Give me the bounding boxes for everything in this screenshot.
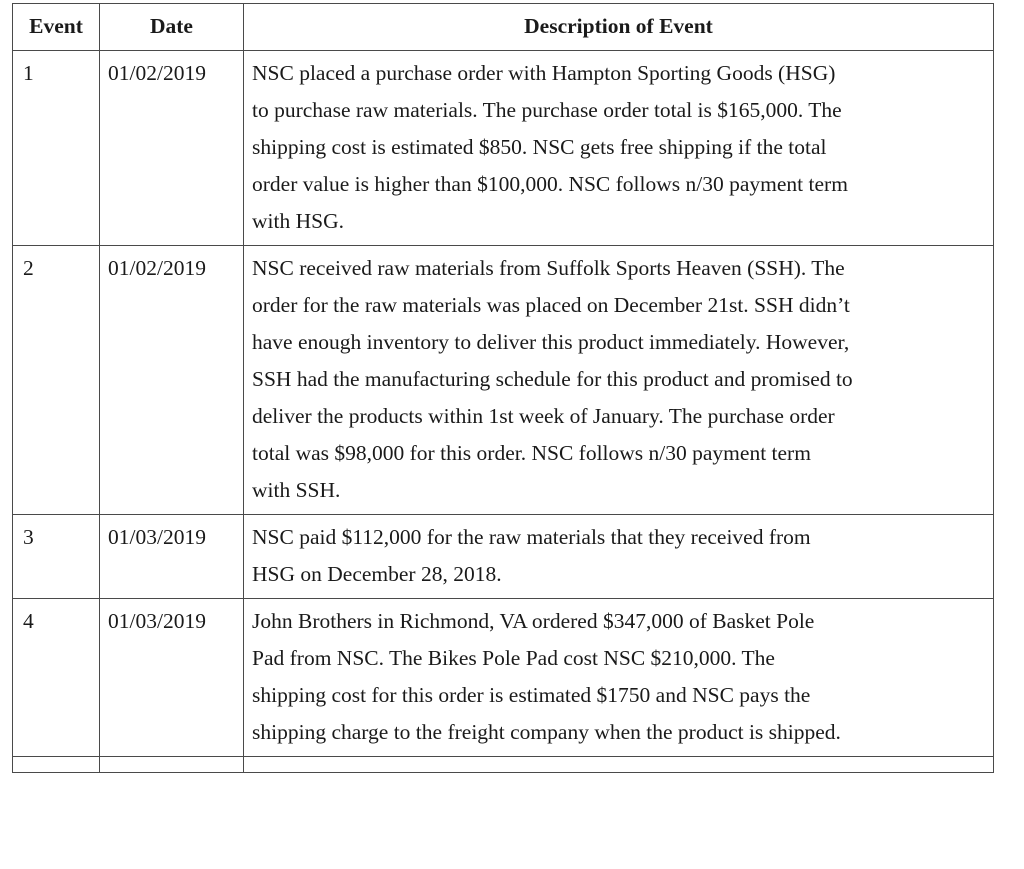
document-page — [12, 3, 993, 773]
cutoff-cell — [13, 757, 100, 773]
event-number: 4 — [13, 599, 100, 757]
cutoff-cell — [244, 757, 994, 773]
description-line: order for the raw materials was placed on December 21st. SSH didn’t — [252, 293, 850, 317]
event-number: 3 — [13, 515, 100, 599]
description-line: SSH had the manufacturing schedule for this product and promised to — [252, 367, 853, 391]
description-line: with SSH. — [252, 478, 341, 502]
event-description — [244, 51, 994, 246]
table-header-row — [13, 4, 994, 51]
description-line: HSG on December 28, 2018. — [252, 562, 502, 586]
description-line: to purchase raw materials. The purchase order total is $165,000. The — [252, 98, 842, 122]
description-line: NSC received raw materials from Suffolk Sports Heaven (SSH). The — [252, 256, 845, 280]
table-row — [13, 51, 994, 246]
event-date: 01/02/2019 — [100, 246, 244, 515]
description-line: total was $98,000 for this order. NSC follows n/30 payment term — [252, 441, 811, 465]
event-description — [244, 599, 994, 757]
event-date: 01/02/2019 — [100, 51, 244, 246]
column-header-description: Description of Event — [244, 4, 994, 51]
event-description — [244, 515, 994, 599]
description-line: have enough inventory to deliver this product immediately. However, — [252, 330, 850, 354]
column-header-event: Event — [13, 4, 100, 51]
description-line: deliver the products within 1st week of January. The purchase order — [252, 404, 835, 428]
table-row — [13, 246, 994, 515]
table-row — [13, 599, 994, 757]
event-date: 01/03/2019 — [100, 599, 244, 757]
cutoff-cell — [100, 757, 244, 773]
description-line: shipping cost for this order is estimated $1750 and NSC pays the — [252, 683, 811, 707]
description-line: order value is higher than $100,000. NSC follows n/30 payment term — [252, 172, 848, 196]
description-line: NSC placed a purchase order with Hampton Sporting Goods (HSG) — [252, 61, 836, 85]
event-date: 01/03/2019 — [100, 515, 244, 599]
description-line: Pad from NSC. The Bikes Pole Pad cost NSC $210,000. The — [252, 646, 775, 670]
events-table — [12, 3, 994, 773]
table-row — [13, 515, 994, 599]
event-number: 2 — [13, 246, 100, 515]
description-line: NSC paid $112,000 for the raw materials that they received from — [252, 525, 811, 549]
column-header-date: Date — [100, 4, 244, 51]
description-line: shipping cost is estimated $850. NSC gets free shipping if the total — [252, 135, 827, 159]
description-line: John Brothers in Richmond, VA ordered $347,000 of Basket Pole — [252, 609, 815, 633]
table-row-cutoff — [13, 757, 994, 773]
event-number: 1 — [13, 51, 100, 246]
description-line: shipping charge to the freight company when the product is shipped. — [252, 720, 841, 744]
event-description — [244, 246, 994, 515]
description-line: with HSG. — [252, 209, 344, 233]
